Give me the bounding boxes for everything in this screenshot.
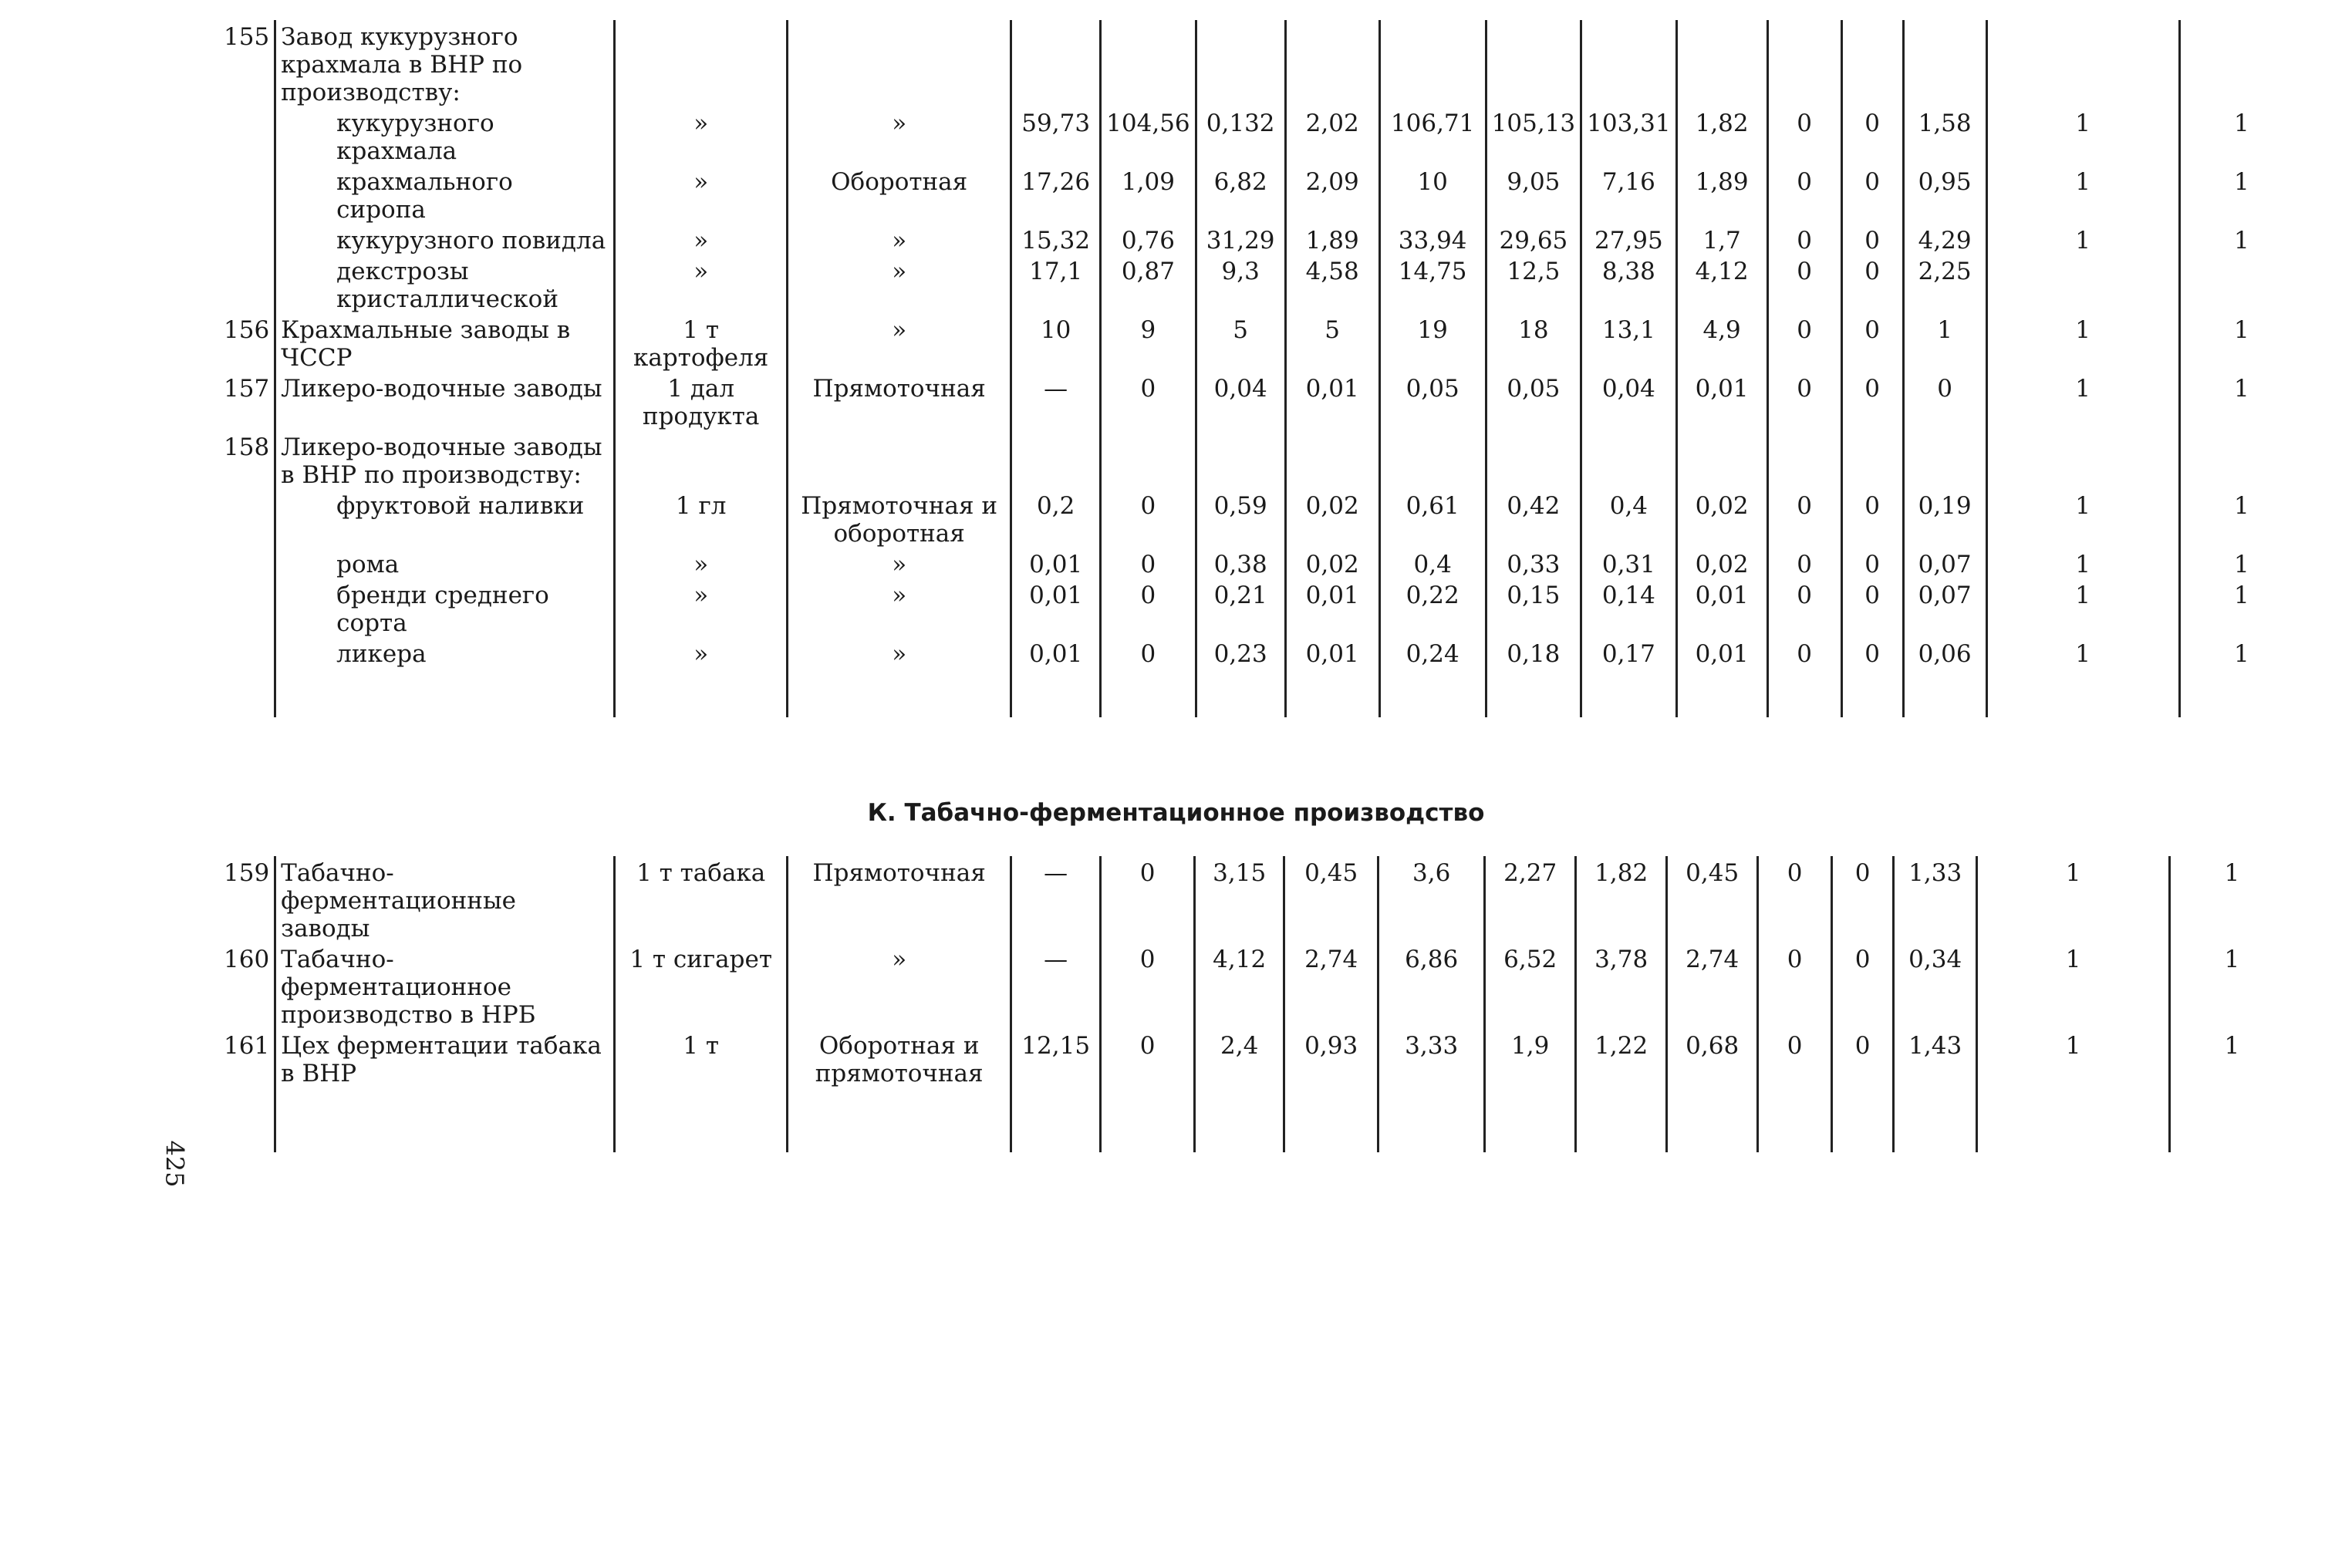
value-cell: 1 <box>1986 165 2179 224</box>
value-cell: 0,95 <box>1903 165 1986 224</box>
value-cell: 0 <box>1767 313 1841 372</box>
row-name: ликера <box>275 637 615 668</box>
value-cell: 5 <box>1285 313 1379 372</box>
value-cell: 105,13 <box>1486 106 1581 165</box>
value-cell <box>1196 430 1285 489</box>
row-number: 160 <box>216 942 275 1029</box>
value-cell: 2,09 <box>1285 165 1379 224</box>
value-cell: 4,29 <box>1903 224 1986 255</box>
row-name: фруктовой наливки <box>275 489 615 548</box>
value-cell: 1 <box>2179 372 2303 430</box>
value-cell: 1 <box>2179 165 2303 224</box>
value-cell: 1 <box>1986 372 2179 430</box>
value-cell: 0 <box>1841 578 1903 637</box>
table-row <box>216 313 2303 372</box>
row-water-mode <box>788 20 1011 106</box>
row-water-mode: » <box>788 255 1011 313</box>
value-cell: 0,01 <box>1676 637 1767 668</box>
table-row <box>216 20 2303 106</box>
value-cell: 1 <box>2179 106 2303 165</box>
value-cell: 17,1 <box>1011 255 1101 313</box>
value-cell: 1,43 <box>1894 1029 1977 1087</box>
value-cell: 0 <box>1841 548 1903 578</box>
value-cell: 1 <box>2179 578 2303 637</box>
value-cell: 0 <box>1101 856 1195 942</box>
value-cell: 2,02 <box>1285 106 1379 165</box>
row-unit: 1 т <box>615 1029 788 1087</box>
row-unit: » <box>615 224 788 255</box>
value-cell <box>1196 20 1285 106</box>
value-cell: 0,33 <box>1486 548 1581 578</box>
row-number: 159 <box>216 856 275 942</box>
value-cell: 4,58 <box>1285 255 1379 313</box>
value-cell: 0,05 <box>1486 372 1581 430</box>
value-cell: 0,18 <box>1486 637 1581 668</box>
value-cell: 0 <box>1758 1029 1832 1087</box>
row-unit <box>615 20 788 106</box>
table-part-starch-liquor <box>216 20 2303 717</box>
value-cell <box>1379 20 1486 106</box>
value-cell: 2,25 <box>1903 255 1986 313</box>
value-cell: 13,1 <box>1581 313 1676 372</box>
value-cell: 12,5 <box>1486 255 1581 313</box>
value-cell: 0,15 <box>1486 578 1581 637</box>
row-name: Ликеро-водочные заводы в ВНР по производству: <box>275 430 615 489</box>
value-cell: 0,02 <box>1285 489 1379 548</box>
value-cell <box>1903 20 1986 106</box>
value-cell: 0 <box>1767 106 1841 165</box>
value-cell: 0,21 <box>1196 578 1285 637</box>
value-cell: 0 <box>1841 255 1903 313</box>
value-cell <box>1676 430 1767 489</box>
value-cell: 1 <box>2179 548 2303 578</box>
value-cell: 1 <box>2179 637 2303 668</box>
value-cell <box>1841 20 1903 106</box>
row-number <box>216 637 275 668</box>
value-cell: 1 <box>1977 856 2170 942</box>
value-cell: 0 <box>1101 1029 1195 1087</box>
value-cell: 0 <box>1767 489 1841 548</box>
value-cell: 0,04 <box>1581 372 1676 430</box>
value-cell: 14,75 <box>1379 255 1486 313</box>
table-row <box>216 224 2303 255</box>
value-cell: 0,61 <box>1379 489 1486 548</box>
value-cell: 1 <box>1986 224 2179 255</box>
row-name: Ликеро-водочные заводы <box>275 372 615 430</box>
row-number <box>216 489 275 548</box>
value-cell: 0 <box>1767 165 1841 224</box>
value-cell: — <box>1011 372 1101 430</box>
value-cell: 1,89 <box>1285 224 1379 255</box>
table-bottom-spacer <box>216 1087 2293 1152</box>
value-cell: 1 <box>1986 578 2179 637</box>
row-unit: » <box>615 548 788 578</box>
value-cell: 0 <box>1767 224 1841 255</box>
value-cell: 4,9 <box>1676 313 1767 372</box>
value-cell: 1,82 <box>1676 106 1767 165</box>
table-row <box>216 372 2303 430</box>
row-water-mode: Прямоточная <box>788 856 1011 942</box>
table-row <box>216 942 2293 1029</box>
table-row <box>216 106 2303 165</box>
row-unit: 1 т сигарет <box>615 942 788 1029</box>
value-cell: 3,78 <box>1576 942 1667 1029</box>
value-cell <box>1011 20 1101 106</box>
value-cell: 0,01 <box>1285 372 1379 430</box>
value-cell: 0,38 <box>1196 548 1285 578</box>
value-cell: 1,58 <box>1903 106 1986 165</box>
value-cell: 0,14 <box>1581 578 1676 637</box>
row-unit: » <box>615 106 788 165</box>
value-cell: 0 <box>1101 637 1196 668</box>
row-unit: 1 дал продукта <box>615 372 788 430</box>
value-cell: 6,86 <box>1378 942 1485 1029</box>
row-water-mode: » <box>788 637 1011 668</box>
value-cell: 1,33 <box>1894 856 1977 942</box>
table-part-tobacco <box>216 856 2293 1152</box>
row-number <box>216 224 275 255</box>
value-cell: 104,56 <box>1101 106 1196 165</box>
value-cell: 1,89 <box>1676 165 1767 224</box>
value-cell: 0,31 <box>1581 548 1676 578</box>
value-cell <box>1986 255 2179 313</box>
value-cell: 1 <box>2170 1029 2293 1087</box>
value-cell <box>1379 430 1486 489</box>
value-cell <box>2179 430 2303 489</box>
value-cell: — <box>1011 856 1101 942</box>
value-cell: 0,42 <box>1486 489 1581 548</box>
value-cell: 1 <box>1986 489 2179 548</box>
value-cell: 1 <box>1986 313 2179 372</box>
row-water-mode: Прямоточная и оборотная <box>788 489 1011 548</box>
value-cell: 7,16 <box>1581 165 1676 224</box>
value-cell: 0 <box>1832 942 1894 1029</box>
row-name: бренди среднего сорта <box>275 578 615 637</box>
value-cell: 0,07 <box>1903 548 1986 578</box>
value-cell: 0,06 <box>1903 637 1986 668</box>
row-name: кукурузного крахмала <box>275 106 615 165</box>
row-number: 161 <box>216 1029 275 1087</box>
value-cell <box>1285 430 1379 489</box>
row-water-mode: Оборотная <box>788 165 1011 224</box>
value-cell <box>1986 20 2179 106</box>
row-number: 158 <box>216 430 275 489</box>
value-cell: 0 <box>1101 578 1196 637</box>
value-cell: 0 <box>1841 637 1903 668</box>
table-row <box>216 430 2303 489</box>
value-cell: 0,01 <box>1285 637 1379 668</box>
value-cell <box>1101 430 1196 489</box>
value-cell <box>1841 430 1903 489</box>
row-unit: » <box>615 578 788 637</box>
value-cell: 0 <box>1841 106 1903 165</box>
row-number: 155 <box>216 20 275 106</box>
value-cell: 3,33 <box>1378 1029 1485 1087</box>
value-cell: 0,02 <box>1676 548 1767 578</box>
value-cell: 2,27 <box>1485 856 1576 942</box>
row-name: Крахмальные заводы в ЧССР <box>275 313 615 372</box>
value-cell: 1 <box>1986 106 2179 165</box>
value-cell: 3,6 <box>1378 856 1485 942</box>
row-name: крахмального сиропа <box>275 165 615 224</box>
value-cell <box>2179 20 2303 106</box>
value-cell: 0,45 <box>1284 856 1378 942</box>
value-cell: 0 <box>1832 1029 1894 1087</box>
value-cell: 0 <box>1841 489 1903 548</box>
value-cell: 1 <box>2179 313 2303 372</box>
value-cell <box>1986 430 2179 489</box>
value-cell: 1,9 <box>1485 1029 1576 1087</box>
value-cell <box>2179 255 2303 313</box>
row-unit: 1 т табака <box>615 856 788 942</box>
value-cell: 0,34 <box>1894 942 1977 1029</box>
value-cell: 1,22 <box>1576 1029 1667 1087</box>
value-cell: 0 <box>1832 856 1894 942</box>
row-name: Табачно-ферментационные заводы <box>275 856 615 942</box>
value-cell: 6,82 <box>1196 165 1285 224</box>
value-cell: 0 <box>1767 578 1841 637</box>
row-unit: 1 гл <box>615 489 788 548</box>
value-cell: 0,17 <box>1581 637 1676 668</box>
value-cell: 0,01 <box>1011 548 1101 578</box>
value-cell: 0 <box>1903 372 1986 430</box>
value-cell <box>1486 430 1581 489</box>
value-cell: 10 <box>1011 313 1101 372</box>
value-cell: 106,71 <box>1379 106 1486 165</box>
value-cell: 8,38 <box>1581 255 1676 313</box>
value-cell: 0,02 <box>1285 548 1379 578</box>
value-cell: 1 <box>1986 548 2179 578</box>
value-cell: 0,23 <box>1196 637 1285 668</box>
value-cell: 33,94 <box>1379 224 1486 255</box>
value-cell: 1,09 <box>1101 165 1196 224</box>
row-unit <box>615 430 788 489</box>
value-cell: 3,15 <box>1195 856 1284 942</box>
table-bottom-spacer <box>216 668 2303 717</box>
value-cell <box>1486 20 1581 106</box>
value-cell: 0 <box>1758 856 1832 942</box>
value-cell <box>1285 20 1379 106</box>
value-cell: 0 <box>1841 313 1903 372</box>
value-cell: 0,01 <box>1676 372 1767 430</box>
value-cell: 2,74 <box>1284 942 1378 1029</box>
value-cell <box>1767 430 1841 489</box>
value-cell: 15,32 <box>1011 224 1101 255</box>
row-water-mode: Оборотная и прямоточная <box>788 1029 1011 1087</box>
row-number: 156 <box>216 313 275 372</box>
row-name: Цех ферментации табака в ВНР <box>275 1029 615 1087</box>
row-number <box>216 548 275 578</box>
value-cell: 0 <box>1841 224 1903 255</box>
row-number <box>216 578 275 637</box>
value-cell: 0 <box>1767 255 1841 313</box>
value-cell: 0,01 <box>1011 578 1101 637</box>
value-cell: 103,31 <box>1581 106 1676 165</box>
value-cell: 0,45 <box>1667 856 1758 942</box>
row-water-mode: » <box>788 548 1011 578</box>
table-row <box>216 578 2303 637</box>
value-cell: 9,3 <box>1196 255 1285 313</box>
row-water-mode: » <box>788 942 1011 1029</box>
row-water-mode: » <box>788 106 1011 165</box>
value-cell: 1 <box>1977 942 2170 1029</box>
value-cell: 0,02 <box>1676 489 1767 548</box>
row-number <box>216 255 275 313</box>
value-cell: 0 <box>1841 165 1903 224</box>
value-cell: 0,76 <box>1101 224 1196 255</box>
value-cell: — <box>1011 942 1101 1029</box>
row-water-mode: » <box>788 578 1011 637</box>
value-cell: 0,4 <box>1581 489 1676 548</box>
row-name: декстрозы кристаллической <box>275 255 615 313</box>
value-cell: 0,2 <box>1011 489 1101 548</box>
row-number: 157 <box>216 372 275 430</box>
value-cell <box>1581 430 1676 489</box>
value-cell: 0,01 <box>1285 578 1379 637</box>
value-cell: 0,01 <box>1676 578 1767 637</box>
row-unit: » <box>615 165 788 224</box>
table-row <box>216 548 2303 578</box>
value-cell: 2,74 <box>1667 942 1758 1029</box>
value-cell: 4,12 <box>1195 942 1284 1029</box>
value-cell <box>1767 20 1841 106</box>
row-unit: 1 т картофеля <box>615 313 788 372</box>
row-unit: » <box>615 255 788 313</box>
value-cell: 18 <box>1486 313 1581 372</box>
value-cell: 0,19 <box>1903 489 1986 548</box>
value-cell: 0,132 <box>1196 106 1285 165</box>
value-cell: 0,07 <box>1903 578 1986 637</box>
value-cell: 0 <box>1767 548 1841 578</box>
value-cell: 0 <box>1101 372 1196 430</box>
value-cell: 1 <box>2170 942 2293 1029</box>
value-cell: 6,52 <box>1485 942 1576 1029</box>
value-cell: 0,93 <box>1284 1029 1378 1087</box>
table-row <box>216 165 2303 224</box>
value-cell: 5 <box>1196 313 1285 372</box>
value-cell: 1,7 <box>1676 224 1767 255</box>
page-number: 425 <box>160 1140 190 1188</box>
value-cell: 29,65 <box>1486 224 1581 255</box>
value-cell: 9 <box>1101 313 1196 372</box>
value-cell <box>1676 20 1767 106</box>
value-cell: 0 <box>1101 548 1196 578</box>
value-cell: 0,05 <box>1379 372 1486 430</box>
row-water-mode: » <box>788 224 1011 255</box>
value-cell: 0,24 <box>1379 637 1486 668</box>
value-cell: 10 <box>1379 165 1486 224</box>
value-cell <box>1581 20 1676 106</box>
value-cell: 1 <box>1986 637 2179 668</box>
table-row <box>216 856 2293 942</box>
value-cell: 0 <box>1101 942 1195 1029</box>
table-row <box>216 255 2303 313</box>
table-row <box>216 1029 2293 1087</box>
value-cell: 1 <box>2170 856 2293 942</box>
value-cell: 59,73 <box>1011 106 1101 165</box>
value-cell: 0,01 <box>1011 637 1101 668</box>
value-cell: 0,59 <box>1196 489 1285 548</box>
value-cell: 0,68 <box>1667 1029 1758 1087</box>
value-cell <box>1903 430 1986 489</box>
row-name: Завод кукурузного крахмала в ВНР по производству: <box>275 20 615 106</box>
row-water-mode <box>788 430 1011 489</box>
row-name: кукурузного повидла <box>275 224 615 255</box>
row-name: Табачно-ферментационное производство в НРБ <box>275 942 615 1029</box>
row-water-mode: » <box>788 313 1011 372</box>
row-number <box>216 106 275 165</box>
value-cell: 2,4 <box>1195 1029 1284 1087</box>
row-unit: » <box>615 637 788 668</box>
table-row <box>216 489 2303 548</box>
value-cell <box>1101 20 1196 106</box>
value-cell: 0 <box>1101 489 1196 548</box>
section-title: К. Табачно-ферментационное производство <box>867 799 1485 827</box>
value-cell: 0,87 <box>1101 255 1196 313</box>
row-name: рома <box>275 548 615 578</box>
value-cell: 0 <box>1841 372 1903 430</box>
value-cell: 0,22 <box>1379 578 1486 637</box>
value-cell: 1 <box>1903 313 1986 372</box>
value-cell: 1,82 <box>1576 856 1667 942</box>
value-cell: 19 <box>1379 313 1486 372</box>
value-cell: 0 <box>1767 637 1841 668</box>
value-cell: 0 <box>1767 372 1841 430</box>
value-cell <box>1011 430 1101 489</box>
value-cell: 9,05 <box>1486 165 1581 224</box>
value-cell: 1 <box>1977 1029 2170 1087</box>
table-row <box>216 637 2303 668</box>
value-cell: 17,26 <box>1011 165 1101 224</box>
row-water-mode: Прямоточная <box>788 372 1011 430</box>
value-cell: 0,4 <box>1379 548 1486 578</box>
value-cell: 0,04 <box>1196 372 1285 430</box>
value-cell: 27,95 <box>1581 224 1676 255</box>
value-cell: 1 <box>2179 489 2303 548</box>
value-cell: 31,29 <box>1196 224 1285 255</box>
row-number <box>216 165 275 224</box>
value-cell: 12,15 <box>1011 1029 1101 1087</box>
value-cell: 0 <box>1758 942 1832 1029</box>
value-cell: 1 <box>2179 224 2303 255</box>
value-cell: 4,12 <box>1676 255 1767 313</box>
